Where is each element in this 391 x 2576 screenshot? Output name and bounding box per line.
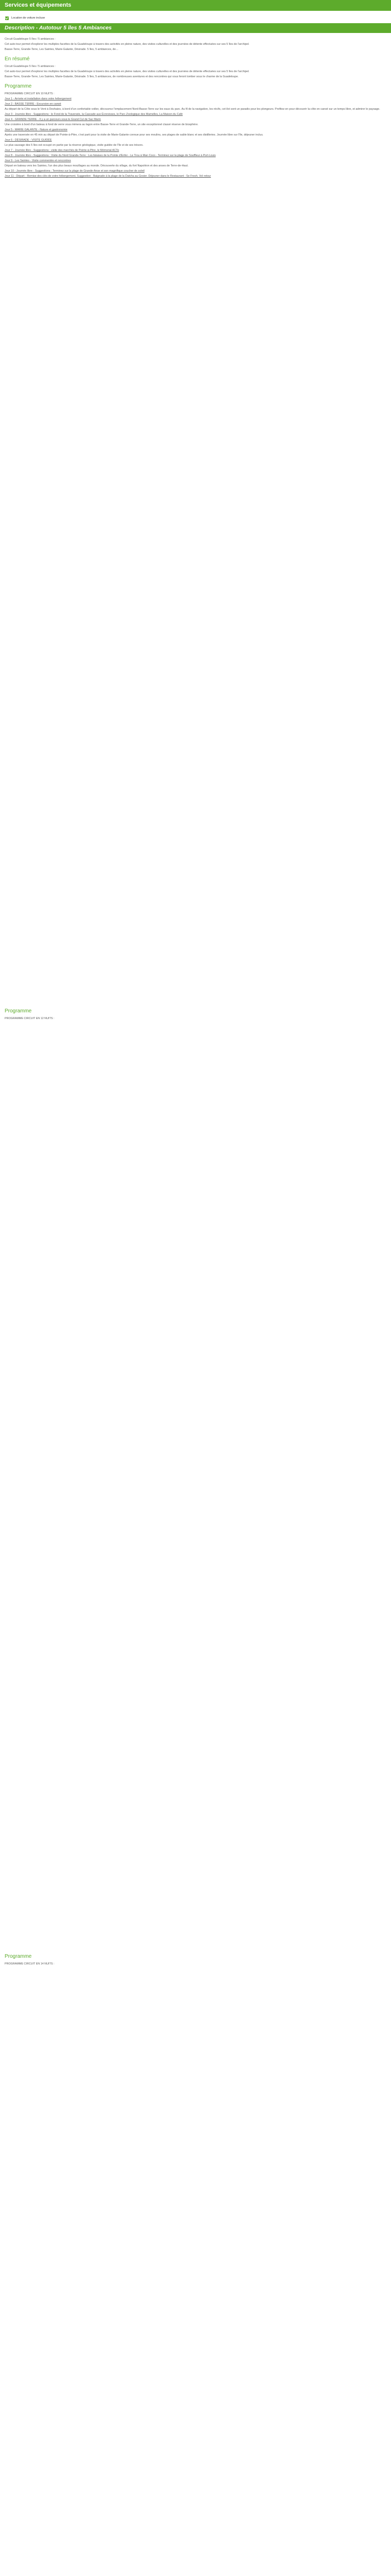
- summary-intro: Cet auto-tour permet d'explorer les multiples facettes de la Guadeloupe à travers des activités en pleine nature, des visites culturelles et des journées de détente effectuées sur ses 5 îles de l'archipel.: [5, 70, 250, 73]
- circuit-name: Circuit Guadeloupe 5 îles / 5 ambiances :: [5, 38, 56, 41]
- day-heading: Jour 10 - Journée libre - Suggestions : Terminez sur la plage de Grande-Anse et son magnifique coucher de soleil: [5, 170, 145, 173]
- programme-placeholder: [5, 179, 386, 1004]
- day-heading: Jour 7 - Journée libre - Suggestions : visite des marchés de Pointe-à-Pitre, le Mémorial ACTe: [5, 149, 119, 152]
- programme3-placeholder: [5, 1967, 386, 2576]
- day-heading: Jour 2 - BASSE TERRE - Excursion en canoë: [5, 103, 61, 106]
- circuit-intro: Cet auto-tour permet d'explorer les multiples facettes de la Guadeloupe à travers des activités en pleine nature, des visites culturelles et des journées de détente effectuées sur ses 5 îles de l'archipel.: [5, 43, 250, 46]
- day-text: Départ en bateau vers les Saintes, l'un des plus beaux mouillages au monde. Découverte du village, du fort Napoléon et des anses de Terre-de-Haut.: [5, 164, 189, 167]
- day-heading: Jour 9 - Les Saintes - Visite commentée et rencontres: [5, 159, 71, 162]
- day-heading: Jour 6 - DÉSIRADE - VISITE GUIDÉE: [5, 139, 52, 142]
- day-heading: Jour 5 - MARIE GALANTE - Nature et gastronomie: [5, 128, 68, 131]
- programme2-heading: Programme: [5, 1008, 32, 1014]
- vehicle-label: Location de voiture incluse: [11, 16, 45, 20]
- programme2-label: PROGRAMME CIRCUIT EN 12 NUITS :: [5, 1017, 55, 1020]
- day-list-1: [5, 97, 386, 178]
- programme-heading: Programme: [5, 83, 32, 89]
- day-heading: Jour 11 - Départ - Remise des clés de votre hébergement. Suggestion : Baignade à la plage de la Datcha au Gosier. Déjeuner dans le Restaurant - Se Fresh. Vol retour: [5, 175, 211, 178]
- day-heading: Jour 8 - Journée libre - Suggestions : Visite du Nord Grande-Terre : Les falaises de la Pointe d'Enfer - Le Trou à Man Coco - Terminez sur la plage de Souffleur à Port-Louis: [5, 154, 216, 157]
- day-heading: Jour 3 - Journée libre - Suggestions : le Fond de la Traversée, la Cascade aux Écrevisses, le Parc Zoologique des Mamelles, La Maison du Café: [5, 113, 183, 116]
- day-text: Après une traversée en 45 min au départ de Pointe-à-Pitre, c'est parti pour la visite de Marie-Galante connue pour ses moulins, ses plages de sable blanc et ses distilleries. Journée libre sur l'île, déjeuner inclus.: [5, 133, 264, 137]
- day-heading: Jour 4 - GRANDE TERRE - Il y a un parcours sous le Grand Cul de Sac Marin: [5, 118, 101, 121]
- programme2-placeholder: [5, 1022, 386, 1949]
- circuit-islands: Basse-Terre, Grande-Terre, Les Saintes, Marie-Galante, Désirade. 5 îles, 5 ambiances, de…: [5, 48, 119, 51]
- day-heading: Jour 1 - Arrivée et installation dans votre hébergement: [5, 97, 72, 100]
- vehicle-row: [0, 14, 391, 22]
- programme3-heading: Programme: [5, 1954, 32, 1959]
- day-text: Le plus sauvage des 5 îles est occupé en partie par la réserve géologique, visite guidée de l'île et de ses trésors.: [5, 144, 143, 147]
- description-title: Description - Autotour 5 îles 5 Ambiances: [0, 23, 391, 33]
- day-text: Une croisière à bord d'un bateau à fond de verre vous mènera au lagon entre Basse-Terre et Grande-Terre, un site exceptionnel classé réserve de biosphère.: [5, 123, 199, 126]
- check-icon: [5, 16, 9, 20]
- summary-name: Circuit Guadeloupe 5 îles / 5 ambiances :: [5, 65, 56, 68]
- programme3-label: PROGRAMME CIRCUIT EN 14 NUITS :: [5, 1962, 55, 1965]
- intro-block: [5, 37, 386, 52]
- page-title: Services et équipements: [0, 0, 391, 11]
- summary-islands: Basse-Terre, Grande-Terre, Les Saintes, Marie-Galante, Désirade. 5 îles, 5 ambiances, de nombreuses aventures et des rencontres qui vous feront tomber sous le charme de la Guadeloupe.: [5, 75, 239, 78]
- programme-label: PROGRAMME CIRCUIT EN 10 NUITS :: [5, 92, 55, 95]
- day-text: Au départ de la Côte sous le Vent à Deshaies, à bord d'un confortable voilier, découvrez l'emplacement Nord-Basse-Terre sur les eaux du parc. Au fil de la navigation, les récifs, cet ilot sont un paradis pour les plongeurs. Profitez-en pour découvrir la côte en canoë sur un temps libre, et admirer le paysage.: [5, 108, 380, 111]
- summary-heading: En résumé: [5, 56, 30, 62]
